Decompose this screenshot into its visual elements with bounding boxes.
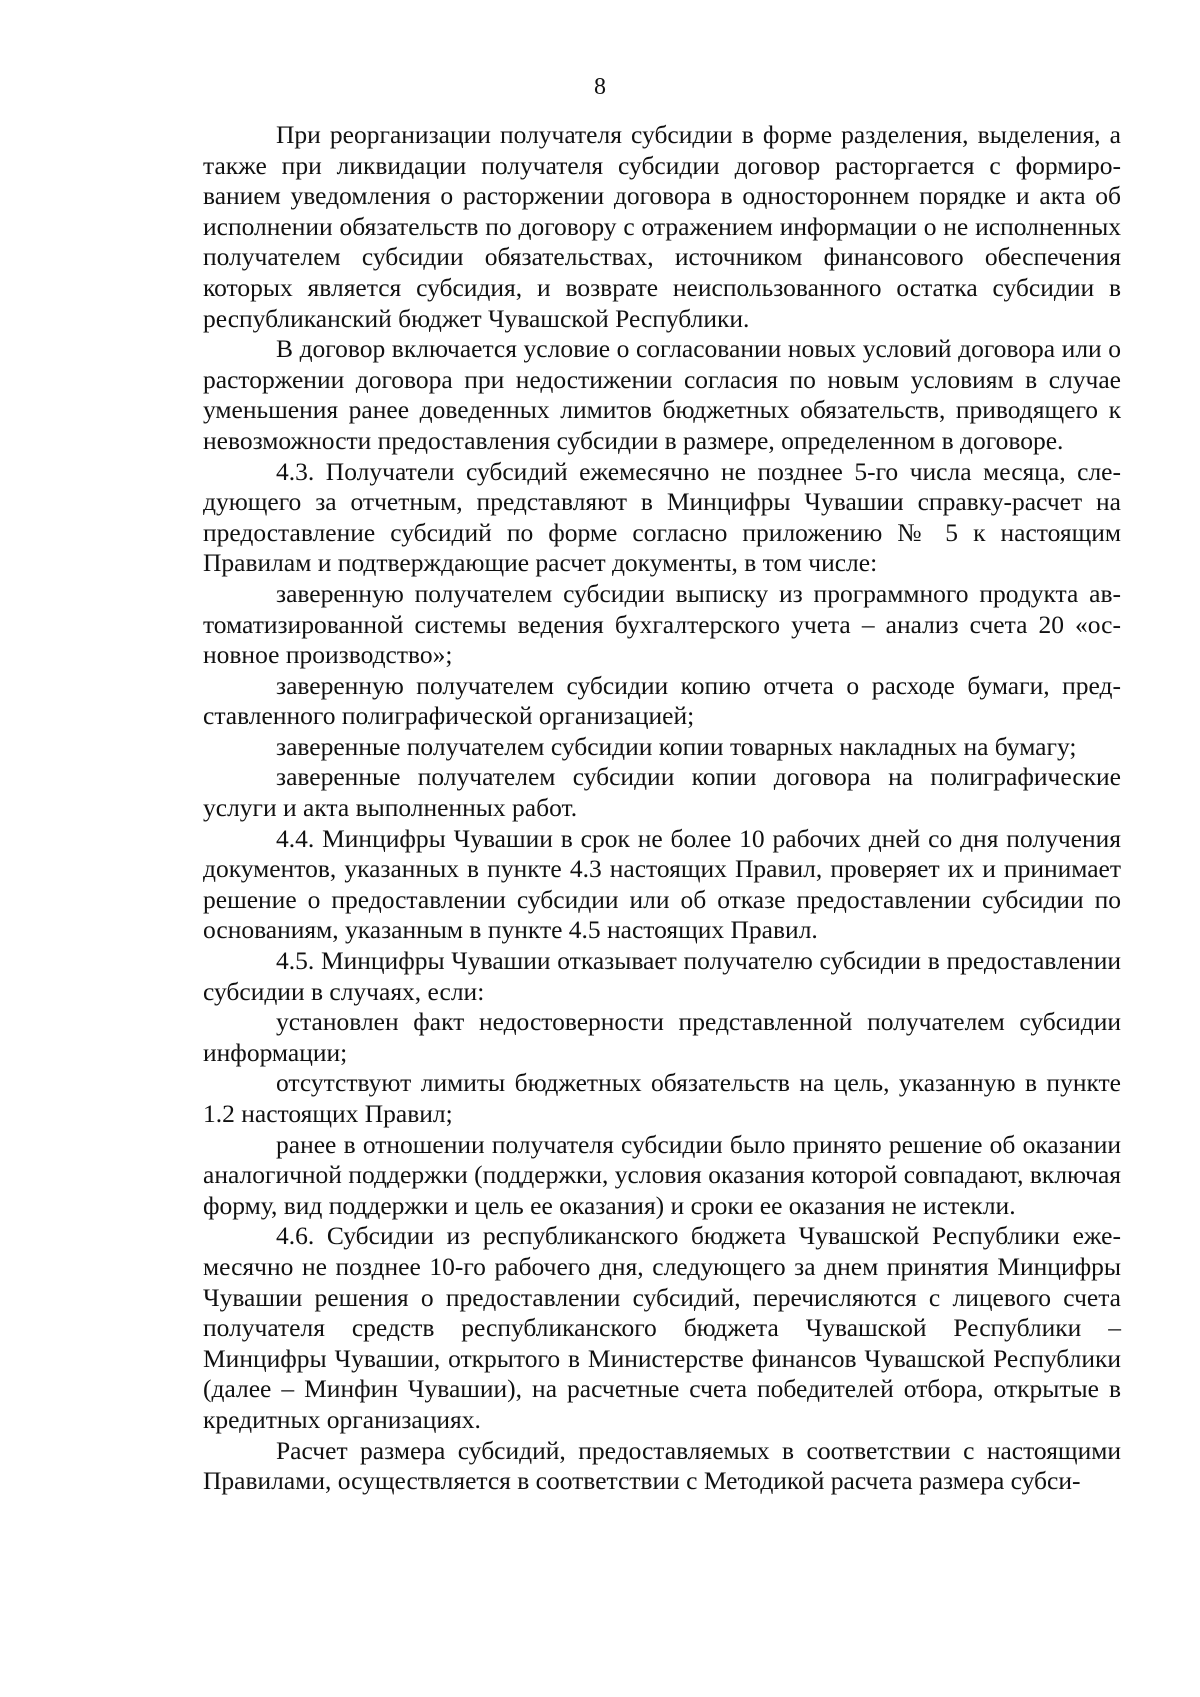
paragraph-list-item-paper-report: заверенную получателем субсидии копию отчета о расходе бумаги, представленного полиграфической организацией;: [203, 670, 1121, 731]
paragraph-refusal-unreliable-info: установлен факт недостоверности представленной получателем субсидии информации;: [203, 1007, 1121, 1067]
page-number: 8: [594, 74, 606, 100]
paragraph-list-item-invoices: заверенные получателем субсидии копии товарных накладных на бумагу;: [276, 731, 1077, 761]
paragraph-calculation-method: Расчет размера субсидий, предоставляемых в соответствии с настоящими Правилами, осуществляется в соответствии с Методикой расчета размера субси-: [203, 1435, 1121, 1496]
paragraph-clause-4-3: 4.3. Получатели субсидий ежемесячно не позднее 5-го числа месяца, следующего за отчетным, представляют в Минцифры Чувашии справку-расчет на предоставление субсидий по форме согласно приложению № 5 к настоящим Правилам и подтверждающие расчет документы, в том числе:: [203, 456, 1121, 578]
paragraph-refusal-prior-support: ранее в отношении получателя субсидии было принято решение об оказании аналогичной поддержки (поддержки, условия оказания которой совпадают, включая форму, вид поддержки и цель ее оказания) и сроки ее оказания не истекли.: [203, 1129, 1121, 1220]
paragraph-list-item-printing-contract: заверенные получателем субсидии копии договора на полиграфические услуги и акта выполненных работ.: [203, 762, 1121, 823]
paragraph-contract-conditions: В договор включается условие о согласовании новых условий договора или о расторжении договора при недостижении согласия по новым условиям в случае уменьшения ранее доведенных лимитов бюджетных обязательств, приводящего к невозможности предоставления субсидии в размере, определенном в договоре.: [203, 334, 1121, 455]
paragraph-list-item-extract: заверенную получателем субсидии выписку из программного продукта автоматизированной системы ведения бухгалтерского учета – анализ счета 20 «основное производство»;: [203, 578, 1121, 670]
paragraph-clause-4-5: 4.5. Минцифры Чувашии отказывает получателю субсидии в предоставлении субсидии в случаях, если:: [203, 946, 1121, 1006]
paragraph-clause-4-4: 4.4. Минцифры Чувашии в срок не более 10 рабочих дней со дня получения документов, указанных в пункте 4.3 настоящих Правил, проверяет их и принимает решение о предоставлении субсидии или об отказе предоставлении субсидии по основаниям, указанным в пункте 4.5 настоящих Правил.: [203, 823, 1121, 945]
document-body: [203, 120, 1121, 1497]
paragraph-refusal-no-limits: отсутствуют лимиты бюджетных обязательств на цель, указанную в пункте 1.2 настоящих Правил;: [203, 1068, 1121, 1128]
paragraph-reorganization: При реорганизации получателя субсидии в форме разделения, выделения, а также при ликвидации получателя субсидии договор расторгается с формированием уведомления о расторжении договора в одностороннем порядке и акта об исполнении обязательств по договору с отражением информации о не исполненных получателем субсидии обязательствах, источником финансового обеспечения которых является субсидия, и возврате неиспользованного остатка субсидии в республиканский бюджет Чувашской Республики.: [203, 120, 1121, 333]
paragraph-clause-4-6: 4.6. Субсидии из республиканского бюджета Чувашской Республики ежемесячно не позднее 10-го рабочего дня, следующего за днем принятия Минцифры Чувашии решения о предоставлении субсидий, перечисляются с лицевого счета получателя средств республиканского бюджета Чувашской Республики – Минцифры Чувашии, открытого в Министерстве финансов Чувашской Республики (далее – Минфин Чувашии), на расчетные счета победителей отбора, открытые в кредитных организациях.: [203, 1221, 1121, 1434]
